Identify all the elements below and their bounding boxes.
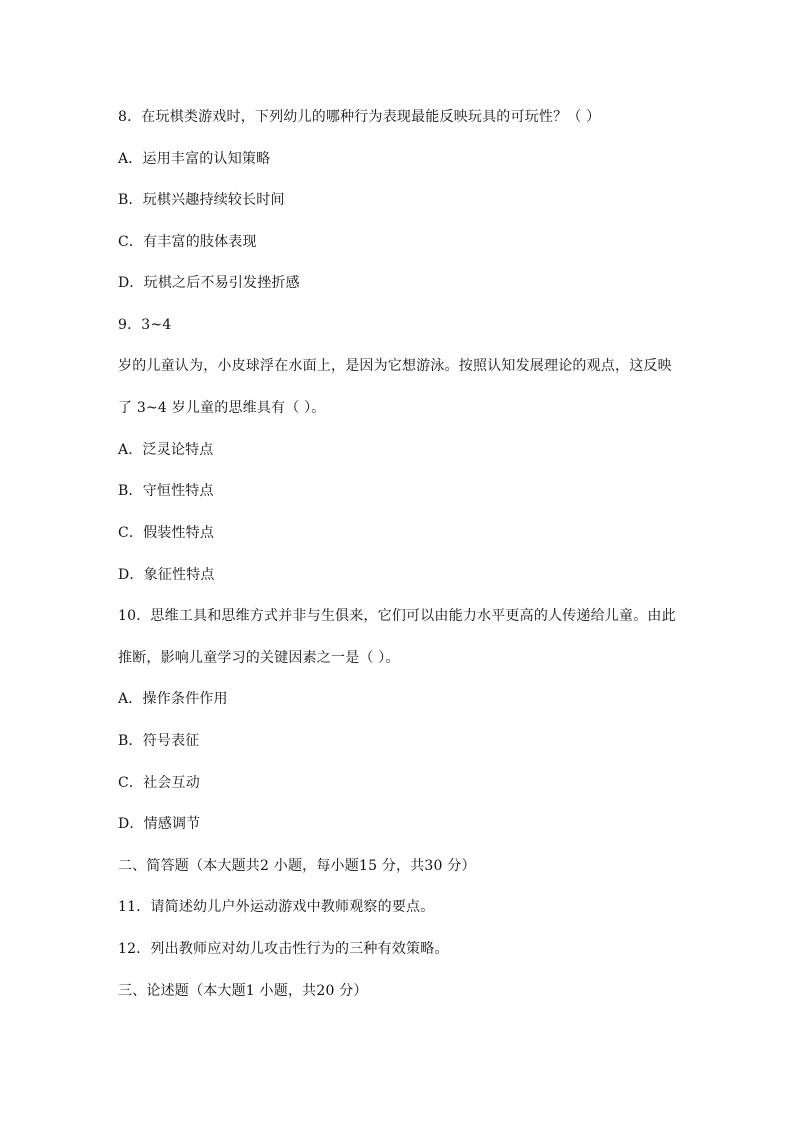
- question-9-option-c: C．假装性特点: [118, 525, 215, 541]
- question-12: 12．列出教师应对幼儿攻击性行为的三种有效策略。: [118, 941, 449, 957]
- question-10-option-c: C．社会互动: [118, 775, 200, 791]
- question-10-stem-line-1: 10．思维工具和思维方式并非与生俱来，它们可以由能力水平更高的人传递给儿童。由此: [118, 608, 676, 624]
- question-10-stem-line-2: 推断，影响儿童学习的关键因素之一是（ ）。: [118, 650, 400, 666]
- question-10-option-b: B．符号表征: [118, 733, 200, 749]
- question-8-option-a: A．运用丰富的认知策略: [118, 151, 271, 167]
- question-8-option-b: B．玩棋兴趣持续较长时间: [118, 192, 285, 208]
- question-10-option-a: A．操作条件作用: [118, 691, 228, 707]
- question-8-stem: 8．在玩棋类游戏时，下列幼儿的哪种行为表现最能反映玩具的可玩性？（ ）: [118, 109, 601, 125]
- question-9-option-b: B．守恒性特点: [118, 483, 214, 499]
- question-9-option-d: D．象征性特点: [118, 567, 215, 583]
- question-8-option-c: C．有丰富的肢体表现: [118, 234, 257, 250]
- question-9-option-a: A．泛灵论特点: [118, 442, 214, 458]
- question-10-option-d: D．情感调节: [118, 816, 201, 832]
- question-9-stem-line-3: 了 3~4 岁儿童的思维具有（ ）。: [118, 400, 326, 416]
- question-8-option-d: D．玩棋之后不易引发挫折感: [118, 275, 300, 291]
- question-9-stem-line-1: 9．3~4: [118, 317, 172, 333]
- section-2-heading: 二、简答题（本大题共2 小题，每小题15 分，共30 分）: [118, 858, 476, 874]
- question-11: 11．请简述幼儿户外运动游戏中教师观察的要点。: [118, 899, 435, 915]
- section-3-heading: 三、论述题（本大题1 小题，共20 分）: [118, 983, 368, 999]
- question-9-stem-line-2: 岁的儿童认为，小皮球浮在水面上，是因为它想游泳。按照认知发展理论的观点，这反映: [118, 358, 672, 374]
